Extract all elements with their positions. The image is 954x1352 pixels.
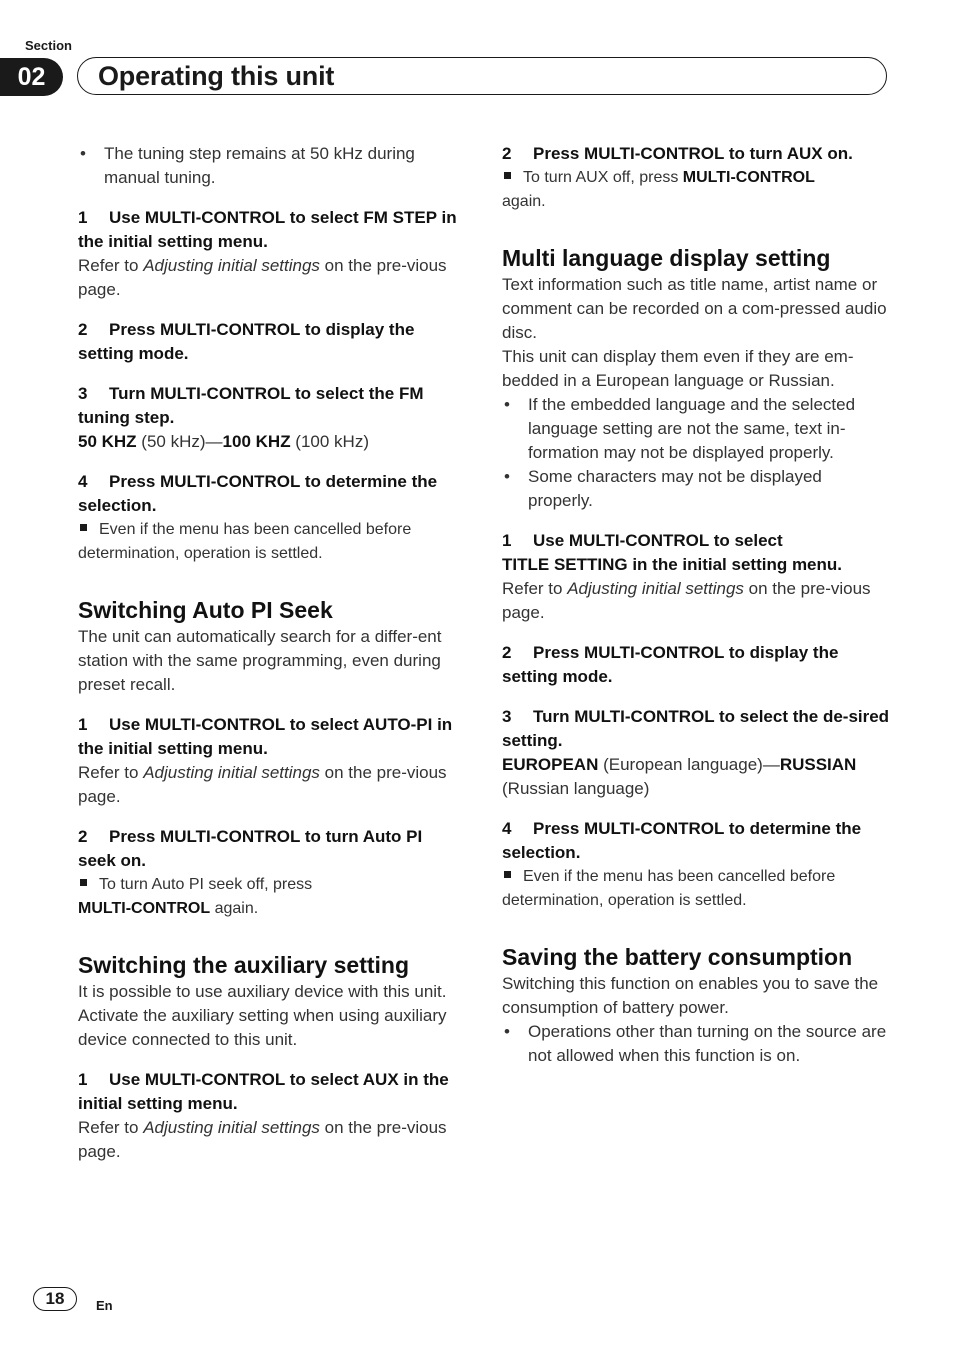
step-heading: 4 Press MULTI-CONTROL to determine the selection. [502, 819, 862, 862]
body-text: Text information such as title name, artist name or comment can be recorded on a com-pressed audio disc. [502, 275, 887, 342]
square-bullet-icon [504, 172, 511, 179]
option-values: EUROPEAN (European language)—RUSSIAN (Russian language) [502, 755, 857, 798]
reference-text: Refer to Adjusting initial settings on the pre-vious page. [78, 1118, 447, 1161]
step-heading: 2 Press MULTI-CONTROL to turn Auto PI seek on. [78, 827, 423, 870]
body-text: This unit can display them even if they are em-bedded in a European language or Russian. [502, 347, 854, 390]
step-heading: 2 Press MULTI-CONTROL to display the setting mode. [502, 643, 839, 686]
note-text: Even if the menu has been cancelled before determination, operation is settled. [78, 521, 412, 562]
section-heading: Switching Auto PI Seek [78, 597, 333, 623]
reference-text: Refer to Adjusting initial settings on the pre-vious page. [78, 256, 447, 299]
step-heading: 3 Turn MULTI-CONTROL to select the FM tuning step. [78, 384, 424, 427]
step-heading: 1 Use MULTI-CONTROL to select AUX in the initial setting menu. [78, 1070, 449, 1113]
right-column [502, 142, 890, 1068]
step-heading: 2 Press MULTI-CONTROL to turn AUX on. [502, 144, 853, 163]
chapter-title: Operating this unit [98, 60, 335, 91]
step-heading: 1 Use MULTI-CONTROL to select FM STEP in the initial setting menu. [78, 208, 457, 251]
bullet-item: • The tuning step remains at 50 kHz during manual tuning. [80, 144, 415, 187]
step-heading: 4 Press MULTI-CONTROL to determine the selection. [78, 472, 438, 515]
square-bullet-icon [80, 524, 87, 531]
bullet-item: • Operations other than turning on the source are not allowed when this function is on. [504, 1022, 887, 1065]
square-bullet-icon [504, 871, 511, 878]
section-heading: Switching the auxiliary setting [78, 952, 410, 978]
reference-text: Refer to Adjusting initial settings on the pre-vious page. [78, 763, 447, 806]
note-text: To turn AUX off, press MULTI-CONTROL again. [502, 169, 815, 210]
body-text: The unit can automatically search for a differ-ent station with the same programming, even during preset recall. [78, 627, 442, 694]
square-bullet-icon [80, 879, 87, 886]
step-heading: 1 Use MULTI-CONTROL to select AUTO-PI in the initial setting menu. [78, 715, 453, 758]
body-text: It is possible to use auxiliary device with this unit. Activate the auxiliary setting when using auxiliary device connected to this unit. [78, 982, 447, 1049]
section-heading: Saving the battery consumption [502, 944, 853, 970]
section-number-badge: 02 [0, 58, 63, 96]
bullet-item: • Some characters may not be displayed properly. [504, 467, 822, 510]
body-text: Switching this function on enables you to save the consumption of battery power. [502, 974, 879, 1017]
section-label: Section [25, 38, 72, 53]
option-values: 50 KHZ (50 kHz)—100 KHZ (100 kHz) [78, 432, 369, 451]
step-heading: 1 Use MULTI-CONTROL to select TITLE SETTING in the initial setting menu. [502, 531, 843, 574]
section-heading: Multi language display setting [502, 245, 831, 271]
chapter-title-box [77, 57, 887, 95]
left-column [78, 142, 458, 1164]
reference-text: Refer to Adjusting initial settings on the pre-vious page. [502, 579, 871, 622]
language-code: En [96, 1298, 113, 1313]
step-heading: 3 Turn MULTI-CONTROL to select the de-sired setting. [502, 707, 890, 750]
note-text: Even if the menu has been cancelled before determination, operation is settled. [502, 868, 836, 909]
bullet-item: • If the embedded language and the selected language setting are not the same, text in-formation may not be displayed properly. [504, 395, 856, 462]
note-text: To turn Auto PI seek off, press MULTI-CONTROL again. [78, 876, 313, 917]
step-heading: 2 Press MULTI-CONTROL to display the setting mode. [78, 320, 415, 363]
page-number: 18 [33, 1287, 77, 1311]
